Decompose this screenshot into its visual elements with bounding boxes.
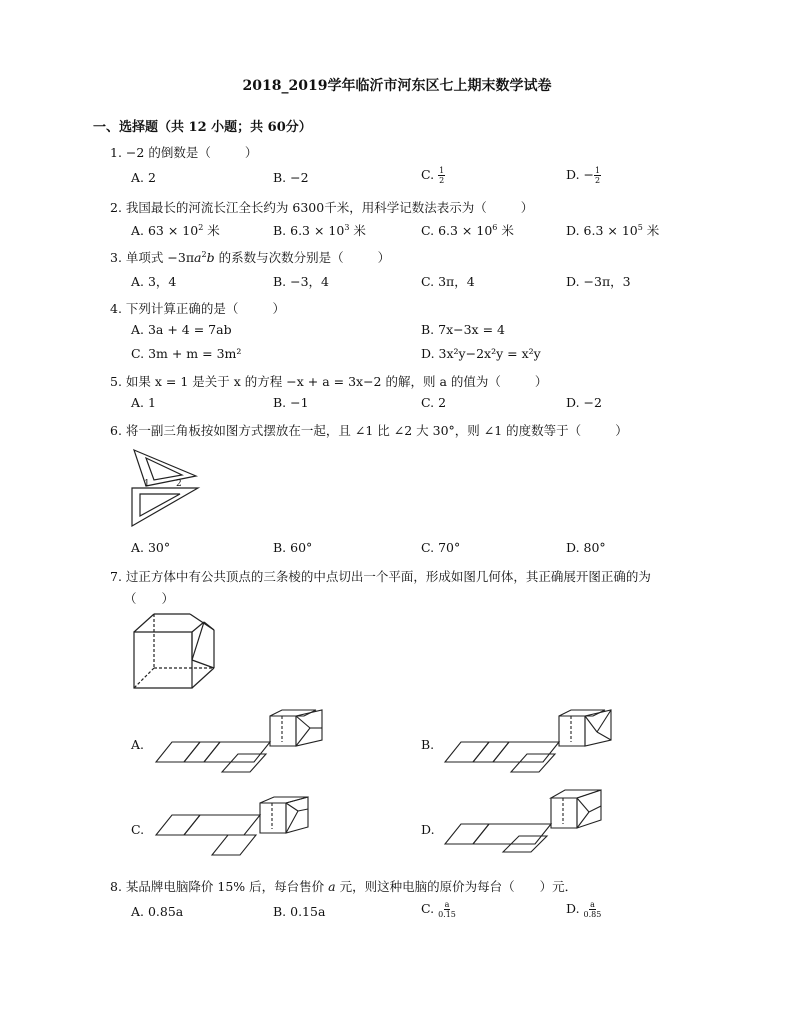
- q-text-end: ）: [244, 145, 258, 160]
- fraction: [594, 166, 601, 185]
- unit: 米: [497, 223, 514, 238]
- q8-option-d[interactable]: [566, 900, 601, 919]
- q-text-end: ）: [615, 423, 628, 438]
- question-5: [110, 372, 547, 390]
- q2-option-c[interactable]: [421, 221, 514, 239]
- q1-option-b[interactable]: B. −2: [273, 170, 309, 185]
- question-8: [110, 877, 577, 895]
- q-text-end: ）: [534, 374, 548, 389]
- q-text: 我国最长的河流长江全长约为 6300千米，用科学记数法表示为（: [125, 200, 487, 215]
- q5-option-d[interactable]: D. −2: [566, 395, 602, 410]
- q-number: 8.: [110, 879, 122, 894]
- q6-option-d[interactable]: D. 80°: [566, 540, 606, 555]
- q4-option-b[interactable]: B. 7x−3x = 4: [421, 322, 505, 337]
- q2-option-a[interactable]: [131, 221, 220, 239]
- q-text: 下列计算正确的是（: [125, 301, 239, 316]
- q-text: 单项式 −3π: [125, 250, 195, 265]
- q6-option-c[interactable]: C. 70°: [421, 540, 461, 555]
- net-d-figure: [441, 786, 621, 856]
- q4-option-c[interactable]: C. 3m + m = 3m²: [131, 346, 242, 361]
- angle-2-label: 2: [176, 479, 182, 489]
- fraction-den: 0.85: [583, 910, 602, 919]
- exponent: 6: [492, 222, 498, 232]
- q2-option-b[interactable]: [273, 221, 366, 239]
- fraction: [438, 166, 445, 185]
- fraction-num: 1: [595, 166, 601, 175]
- q1-option-c[interactable]: [421, 166, 445, 185]
- q1-option-a[interactable]: A. 2: [131, 170, 156, 185]
- unit: 米: [642, 223, 660, 238]
- exponent: 2: [198, 222, 204, 232]
- q7-option-a[interactable]: A.: [131, 737, 145, 752]
- option-label: C.: [421, 167, 435, 182]
- option-text: C. 6.3 × 10: [421, 223, 493, 238]
- unit: 米: [349, 223, 366, 238]
- q3-option-a[interactable]: A. 3，4: [131, 274, 177, 289]
- option-text: B. 6.3 × 10: [273, 223, 345, 238]
- q-text-end: ）: [520, 200, 534, 215]
- q2-option-d[interactable]: [566, 221, 659, 239]
- net-c-figure: [152, 795, 332, 865]
- q-text: 将一副三角板按如图方式摆放在一起，且 ∠1 比 ∠2 大 30°，则 ∠1 的度数等于（: [125, 423, 582, 438]
- option-label: D. −: [566, 167, 594, 182]
- q4-option-d[interactable]: D. 3x²y−2x²y = x²y: [421, 346, 541, 361]
- q-number: 7.: [110, 569, 122, 584]
- unit: 米: [203, 223, 220, 238]
- fraction-num: a: [444, 900, 450, 909]
- fraction-den: 0.15: [438, 910, 456, 919]
- q-number: 1.: [110, 145, 122, 160]
- question-2: [110, 198, 533, 216]
- exponent: 3: [344, 222, 350, 232]
- question-3: 3. 单项式 $-3\pi a^2b$ 的系数与次数分别是（ ）: [110, 249, 391, 265]
- net-a-figure: [152, 708, 332, 778]
- q5-option-a[interactable]: A. 1: [131, 395, 156, 410]
- variable: a: [328, 879, 336, 894]
- q-number: 6.: [110, 423, 122, 438]
- triangle-rulers-figure: [126, 446, 206, 530]
- q8-option-b[interactable]: B. 0.15a: [273, 904, 326, 919]
- question-7: [110, 567, 651, 585]
- q4-option-a[interactable]: A. 3a + 4 = 7ab: [131, 322, 232, 337]
- q-text-end: ）: [377, 250, 391, 265]
- q5-option-b[interactable]: B. −1: [273, 395, 309, 410]
- q-text: 过正方体中有公共顶点的三条棱的中点切出一个平面，形成如图几何体，其正确展开图正确的为: [125, 569, 651, 584]
- question-7-paren: （ ）: [124, 591, 175, 606]
- cut-cube-figure: [130, 610, 220, 692]
- q6-option-a[interactable]: A. 30°: [131, 540, 171, 555]
- option-text: D. 6.3 × 10: [566, 223, 638, 238]
- q3-option-b[interactable]: B. −3，4: [273, 274, 330, 289]
- page-title: 2018_2019学年临沂市河东区七上期末数学试卷: [242, 78, 552, 94]
- q-text-end: ）: [272, 301, 285, 316]
- fraction: [438, 900, 456, 919]
- q3-option-c[interactable]: C. 3π，4: [421, 274, 475, 289]
- option-label: C.: [421, 901, 435, 916]
- exponent: 5: [637, 222, 643, 232]
- q-number: 5.: [110, 374, 122, 389]
- option-text: A. 63 × 10: [131, 223, 199, 238]
- q-number: 2.: [110, 200, 122, 215]
- q1-option-d[interactable]: [566, 166, 601, 185]
- q7-option-b[interactable]: B.: [421, 737, 435, 752]
- q8-option-c[interactable]: [421, 900, 456, 919]
- q-text: 的系数与次数分别是（: [214, 250, 344, 265]
- q7-option-c[interactable]: C.: [131, 822, 145, 837]
- q-text: 如果 x = 1 是关于 x 的方程 −x + a = 3x−2 的解，则 a 的值为（: [125, 374, 501, 389]
- section-heading: 一、选择题（共 12 小题；共 60分）: [93, 120, 312, 135]
- question-1: [110, 143, 257, 161]
- fraction: [584, 900, 602, 919]
- question-4: [110, 299, 285, 317]
- q3-option-d[interactable]: D. −3π，3: [566, 274, 631, 289]
- fraction-num: 1: [439, 166, 445, 175]
- q-text-end: 元，则这种电脑的原价为每台（ ）元．: [335, 879, 578, 894]
- option-label: D.: [566, 901, 580, 916]
- q7-option-d[interactable]: D.: [421, 822, 435, 837]
- question-6: [110, 421, 628, 439]
- fraction-den: 2: [595, 176, 601, 185]
- net-b-figure: [441, 708, 621, 778]
- q5-option-c[interactable]: C. 2: [421, 395, 447, 410]
- q8-option-a[interactable]: A. 0.85a: [131, 904, 184, 919]
- q-number: 4.: [110, 301, 122, 316]
- q-number: 3.: [110, 250, 122, 265]
- q-text: −2 的倒数是（: [125, 145, 211, 160]
- fraction-den: 2: [439, 176, 445, 185]
- q-text: 某品牌电脑降价 15% 后，每台售价: [125, 879, 329, 894]
- angle-1-label: 1: [144, 479, 150, 489]
- q6-option-b[interactable]: B. 60°: [273, 540, 313, 555]
- fraction-num: a: [590, 900, 595, 909]
